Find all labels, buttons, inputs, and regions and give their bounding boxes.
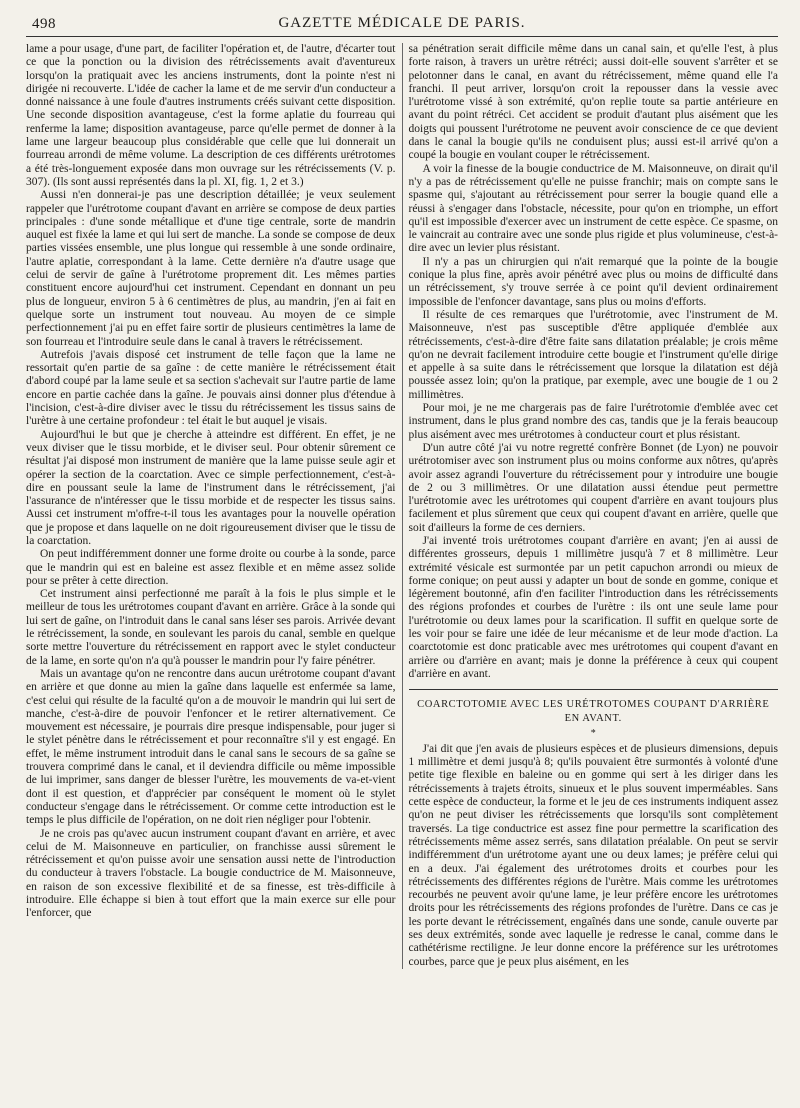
journal-title: GAZETTE MÉDICALE DE PARIS. (278, 15, 526, 31)
section-mark: * (590, 727, 596, 739)
right-column (409, 43, 779, 969)
paragraph: D'un autre côté j'ai vu notre regretté confrère Bonnet (de Lyon) ne pouvoir urétrotomiser avec son instrument plus ou moins conforme aux nôtres, qu'après avoir assez agrandi l'ouverture du rétrécissement pour y introduire une bougie de 2 ou 3 millimètres. Or une dilatation aussi étendue peut permettre l'urétrotomie avec les urétrotomes qui coupent d'arrière en avant toujours plus facilement et plus sûrement que ceux qui coupent d'avant en arrière, quelle que soit d'ailleurs la forme de ces derniers. (408, 441, 778, 534)
paragraph: Il résulte de ces remarques que l'urétrotomie, avec l'instrument de M. Maisonneuve, n'est pas susceptible d'être appliquée d'emblée aux rétrécissements, c'est-à-dire d'être faite sans dilatation préalable; je crois même qu'on ne devrait facilement introduire cette bougie et l'instrument qu'elle dirige et appelle à sa suite dans le rétrécissement que lorsque la dilatation est déjà poussée assez loin; qu'on la pratique, par exemple, avec une bougie de 1 ou 2 millimètres. (408, 308, 778, 401)
column-divider (402, 43, 403, 969)
paragraph: Il n'y a pas un chirurgien qui n'ait remarqué que la pointe de la bougie conique la plus fine, après avoir pénétré avec plus ou moins de difficulté dans un rétrécissement, s'y trouve serrée à ce point qu'il devient ordinairement impossible de l'enfoncer davantage, sans plus ou moins d'efforts. (408, 255, 778, 308)
paragraph: J'ai inventé trois urétrotomes coupant d'arrière en avant; j'en ai aussi de différentes grosseurs, depuis 1 millimètre jusqu'à 7 et 8 millimètre. Leur extrémité vésicale est surmontée par un petit capuchon arrondi ou mieux de forme conique; on peut aussi y adapter un bout de sonde en gomme, conique et légèrement boutonné, afin d'en faciliter l'introduction dans les rétrécissements des régions profondes et courbes de l'urètre : ils ont une seule lame pour l'urétrotomie ou deux lames pour la scarification. Il suffit en quelque sorte de les voir pour se faire une idée de leur mécanisme et de leur mode d'action. La coarctotomie est donc praticable avec mes urétrotomes qui coupent d'avant en arrière ou d'arrière en avant; mais je donne la préférence à ceux qui coupent d'arrière en avant. (408, 534, 778, 680)
paragraph: Aussi n'en donnerai-je pas une description détaillée; je veux seulement rappeler que l'urétrotome coupant d'avant en arrière se compose de deux parties principales : d'une sonde métallique et d'une tige centrale, sorte de mandrin auquel est fixée la lame et qui lui sert de manche. La sonde se compose de deux parties vissées ensemble, une plus longue qui ressemble à une sonde ordinaire, l'autre aplatie, correspondant à la lame. Cette dernière n'a d'autre usage que celui de servir de gaîne à l'urétrotome proprement dit. Les mêmes parties constituent encore aujourd'hui cet instrument. Cependant en donnant un peu plus de longueur, environ 5 à 6 centimètres de plus, au mandrin, j'en ai fait en quelque sorte un instrument tout nouveau. Au moyen de ce simple perfectionnement j'ai pu en effet faire sortir de plusieurs centimètres la lame de son fourreau et l'introduire seule dans le canal à travers le rétrécissement. (26, 189, 396, 348)
paragraph: On peut indifféremment donner une forme droite ou courbe à la sonde, parce que le mandrin qui est en baleine est assez flexible et en même assez solide pour se prêter à cette direction. (26, 548, 396, 587)
paragraph: sa pénétration serait difficile même dans un canal sain, et qu'elle l'est, à plus forte raison, à travers un urètre rétréci; aussi doit-elle souvent s'arrêter et se pelotonner dans le canal, en avant du rétrécissement, même quand elle l'a franchi. Il peut arriver, lorsqu'on croit la repousser dans la vessie avec l'urétrotome vissé à son extrémité, qu'on replie toute sa partie antérieure en avant du point rétréci. Cet accident se produit d'autant plus aisément que les doigts qui poussent l'urétrotome ne peuvent avoir conscience de ce que devient dans le canal la bougie qu'ils ne conduisent plus; aussi est-il arrivé qu'on a coupé la bougie en voulant couper le rétrécissement. (408, 43, 778, 162)
paragraph: J'ai dit que j'en avais de plusieurs espèces et de plusieurs dimensions, depuis 1 millimètre et demi jusqu'à 8; qu'ils pouvaient être surmontés à volonté d'une petite tige flexible en baleine ou en gomme qui sert à les diriger dans les rétrécissements à trajets étroits, sinueux et le plus souvent imperméables. Sans cette espèce de conducteur, la forme et le jeu de ces instruments indiquent assez qu'on ne peut diviser les rétrécissements que lorsqu'ils sont complètement traversés. La tige conductrice est assez fine pour permettre la scarification des rétrécissements même assez serrés, sans dilatation préalable. On peut se servir indifféremment d'un urétrotome ayant une ou deux lames; je préfère celui qui en a deux. J'ai également des urétrotomes droits et courbes pour les rétrécissements des différentes régions de l'urètre. Mais comme les urétrotomes recourbés ne peuvent avoir qu'une lame, je leur préfère encore les urétrotomes droits pour les rétrécissements des régions profondes de l'urètre. Dans ce cas je les porte devant le rétrécissement, engaînés dans une sonde, canule ouverte par ses deux extrémités, sonde avec laquelle je redresse le canal, comme dans le cathétérisme rectiligne. Je leur donne encore la préférence sur les urétrotomes courbes, parce que je peux plus aisément, en les (408, 742, 778, 968)
text-columns (26, 43, 778, 969)
paragraph: Je ne crois pas qu'avec aucun instrument coupant d'avant en arrière, et avec celui de M. Maisonneuve en particulier, on franchisse aussi sûrement le rétrécissement et qu'on puisse avoir une sensation aussi nette de l'introduction du conducteur à travers l'obstacle. La bougie conductrice de M. Maisonneuve, en raison de son excessive flexibilité et de sa finesse, est très-difficile à introduire. Elle échappe si bien à tout effort que la main exerce sur elle pour l'enforcer, que (26, 827, 396, 920)
page-header (26, 14, 778, 37)
paragraph: Aujourd'hui le but que je cherche à atteindre est différent. En effet, je ne veux diviser que le tissu morbide, et le diviser seul. Pour obtenir sûrement ce résultat j'ai disposé mon instrument de manière que la lame puisse seule agir et opérer la section de la coarctation. Avec ce simple perfectionnement, c'est-à-dire en poussant seule la lame de l'instrument dans le rétrécissement, j'ai l'assurance de n'intéresser que le tissu morbide et de respecter les tissus sains. Aussi cet instrument m'offre-t-il tous les avantages pour la nouvelle opération que je propose et dans laquelle on ne doit rigoureusement diviser que le tissu de la coarctation. (26, 428, 396, 547)
paragraph: Autrefois j'avais disposé cet instrument de telle façon que la lame ne ressortait qu'en partie de sa gaîne : de cette manière le rétrécissement était d'abord coupé par la lame seule et sa section s'achevait sur l'autre partie de lame encore en partie cachée dans la gaîne. Je pouvais ainsi donner plus d'étendue à l'incision, c'est-à-dire diviser avec le tissu du rétrécissement les tissus sains de l'urètre à une certaine profondeur : tel était le but auquel je visais. (26, 348, 396, 428)
section-heading: COARCTOTOMIE AVEC LES URÉTROTOMES COUPANT D'ARRIÈRE EN AVANT. (409, 689, 779, 725)
paragraph: lame a pour usage, d'une part, de faciliter l'opération et, de l'autre, d'écarter tout ce que la ponction ou la division des rétrécissements avait d'aventureux lorsqu'on la pratiquait avec les anciens instruments, dont la pointe n'est ni dirigée ni recouverte. L'idée de cacher la lame et de me servir d'un conducteur a donné naissance à une foule d'autres instruments créés suivant cette disposition. Une seconde disposition avantageuse, c'est la forme aplatie du fourreau qui renferme la lame; disposition avantageuse, parce qu'elle permet de donner à la lame une largeur beaucoup plus considérable que celle que lui donnerait un fourreau arrondi de même volume. La description de ces différents urétrotomes a été très-longuement exposée dans mon ouvrage sur les rétrécissements (V. p. 307). (Ils sont aussi représentés dans la pl. XI, fig. 1, 2 et 3.) (26, 43, 396, 188)
paragraph: Cet instrument ainsi perfectionné me paraît à la fois le plus simple et le meilleur de tous les urétrotomes coupant d'avant en arrière. Grâce à la sonde qui lui sert de gaîne, on l'introduit dans le canal sans léser ses parois. Arrivée devant le rétrécissement, la sonde, en soulevant les parois du canal, semble en quelque sorte mettre l'ouverture du rétrécissement en rapport avec le stylet conducteur de la lame, en sorte qu'on n'a qu'à pousser le mandrin pour l'y faire pénétrer. (26, 588, 396, 667)
paragraph: A voir la finesse de la bougie conductrice de M. Maisonneuve, on dirait qu'il n'y a pas de rétrécissement qu'elle ne puisse franchir; mais on compte sans le spasme qui, s'ajoutant au rétrécissement pour serrer la bougie quand elle a réussi à s'engager dans l'obstacle, nécessite, pour qu'on en triomphe, un effort qu'il est impossible d'exercer avec un instrument de cette espèce. Ce spasme, on le vaincrait au contraire avec une sonde plus rigide et plus volumineuse, c'est-à-dire avec un levier plus résistant. (408, 162, 778, 255)
page-number: 498 (32, 16, 56, 32)
left-column (26, 43, 396, 969)
paragraph: Pour moi, je ne me chargerais pas de faire l'urétrotomie d'emblée avec cet instrument, dans le plus grand nombre des cas, tandis que je la ferais beaucoup plus aisément avec mes urétrotomes à conducteur court et plus résistant. (408, 402, 778, 441)
paragraph: Mais un avantage qu'on ne rencontre dans aucun urétrotome coupant d'avant en arrière et que donne au mien la gaîne dans laquelle est enfermée sa lame, c'est celui qui résulte de la faculté qu'on a de mouvoir le mandrin qui lui sert de manche, c'est-à-dire de pouvoir l'enfoncer et le retirer alternativement. Ce mouvement est nécessaire, je pourrais dire presque indispensable, pour juger si le stylet pénètre dans le rétrécissement et pour reconnaître s'il y est engagé. En effet, le même instrument introduit dans le canal sans le secours de sa gaîne se trouvera comprimé dans le canal, et il deviendra difficile ou même impossible de lui imprimer, sans danger de blesser l'urètre, les mouvements de va-et-vient dont il est question, et d'apprécier par conséquent le moment où le stylet conducteur s'engage dans le rétrécissement. Or comme cette introduction est le temps le plus difficile de l'opération, on ne doit rien négliger pour l'obtenir. (26, 667, 396, 827)
